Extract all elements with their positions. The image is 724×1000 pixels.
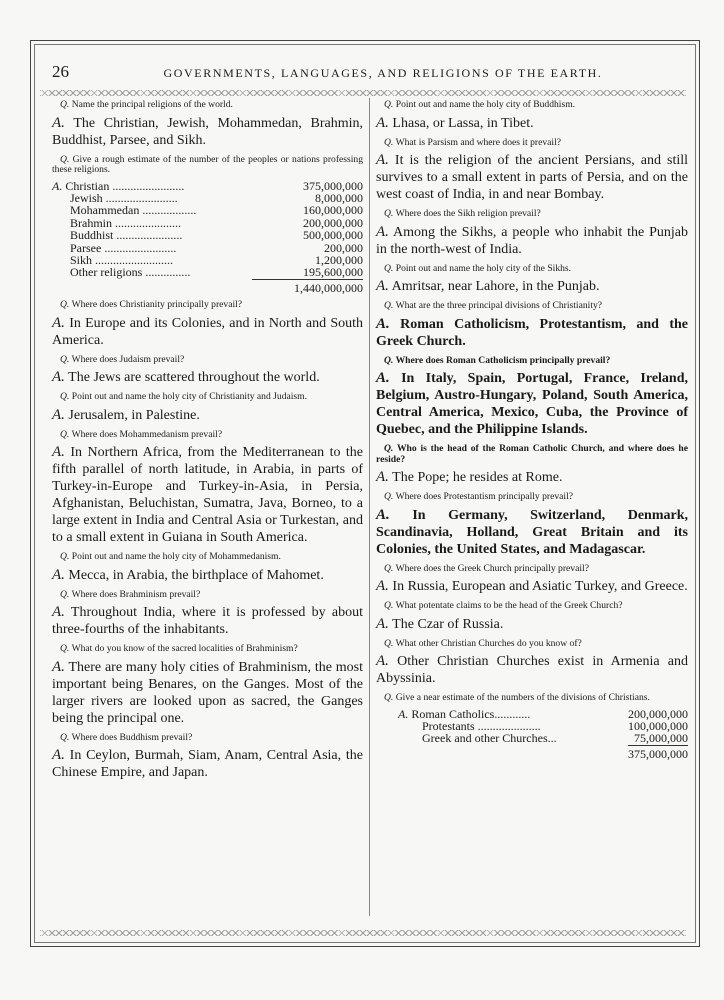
- religion-stats-table: [52, 180, 363, 295]
- question: Q. Give a rough estimate of the number of the peoples or nations professing these religions.: [52, 153, 364, 175]
- answer: A. Mecca, in Arabia, the birthplace of Mahomet.: [52, 566, 324, 583]
- left-column: [52, 100, 363, 787]
- question: Q. Where does Protestantism principally prevail?: [384, 491, 573, 502]
- answer: A. In Germany, Switzerland, Denmark, Scandinavia, Holland, Great Britain and its Colonies, the United States, and Madagascar.: [376, 506, 688, 557]
- answer: A. It is the religion of the ancient Persians, and still survives to a small extent in parts of Persia, and on the west coast of India, in and near Bombay.: [376, 152, 689, 202]
- question: Q. Where does Christianity principally prevail?: [60, 299, 243, 311]
- answer: A. Among the Sikhs, a people who inhabit the Punjab in the north-west of India.: [376, 223, 688, 257]
- answer: A. There are many holy cities of Brahminism, the most important being Benares, on the Ganges. Most of the larger rivers are looked upon as sacred, the Ganges being the principal one.: [52, 658, 364, 726]
- stats-row: Mohammedan .................. 160,000,000: [70, 203, 363, 218]
- answer: A. The Jews are scattered throughout the world.: [52, 369, 320, 386]
- stats-row: Sikh .......................... 1,200,000: [70, 252, 363, 267]
- question: Q. Where does the Greek Church principally prevail?: [384, 562, 589, 574]
- question: Q. What do you know of the sacred localities of Brahminism?: [60, 643, 298, 655]
- question: Q. Point out and name the holy city of Buddhism.: [384, 99, 576, 110]
- question: Q. Where does Buddhism prevail?: [60, 731, 193, 743]
- answer: A. In Ceylon, Burmah, Siam, Anam, Central Asia, the Chinese Empire, and Japan.: [52, 747, 363, 781]
- answer: A. Roman Catholicism, Protestantism, and the Greek Church.: [376, 315, 688, 349]
- answer: A. In Russia, European and Asiatic Turkey, and Greece.: [376, 578, 688, 594]
- question: Q. Where does Judaism prevail?: [60, 353, 185, 365]
- stats-row: A. Roman Catholics............ 200,000,000: [398, 706, 688, 721]
- question: Q. Where does the Sikh religion prevail?: [384, 208, 541, 219]
- stats-row: Buddhist ...................... 500,000,000: [70, 228, 363, 243]
- stats-row: Parsee ........................ 200,000: [70, 240, 363, 255]
- answer: A. In Europe and its Colonies, and in North and South America.: [52, 314, 364, 348]
- running-title: GOVERNMENTS, LANGUAGES, AND RELIGIONS OF THE EARTH.: [163, 66, 603, 80]
- answer: A. Lhasa, or Lassa, in Tibet.: [376, 114, 534, 131]
- christian-stats-table: [376, 708, 688, 761]
- question: Q. Where does Mohammedanism prevail?: [60, 428, 223, 440]
- answer: A. Amritsar, near Lahore, in the Punjab.: [376, 278, 600, 294]
- question: Q. Where does Brahminism prevail?: [60, 588, 201, 600]
- ornamental-rule-top: [40, 90, 686, 96]
- question: Q. Point out and name the holy city of Christianity and Judaism.: [60, 391, 308, 403]
- answer: A. The Pope; he resides at Rome.: [376, 469, 563, 485]
- question: Q. Point out and name the holy city of Mohammedanism.: [60, 551, 281, 563]
- answer: A. In Northern Africa, from the Mediterranean to the fifth parallel of north latitude, in Arabia, in parts of Turkey-in-Europe and Turkey-in-Asia, in Persia, Afghanistan, Beluchistan, Sumatra, Java, Borneo, to a large extent in India and Central Asia or Turkestan, and to a small extent in Guiana in South America.: [52, 444, 363, 546]
- question: Q. Where does Roman Catholicism principally prevail?: [384, 354, 611, 366]
- question: Q. What are the three principal divisions of Christianity?: [384, 300, 603, 311]
- stats-row: Other religions ............... 195,600,000: [70, 265, 363, 280]
- question: Q. Name the principal religions of the world.: [60, 99, 233, 110]
- ornamental-rule-bottom: [40, 930, 686, 936]
- answer: A. Jerusalem, in Palestine.: [52, 406, 200, 423]
- answer: A. The Czar of Russia.: [376, 615, 504, 632]
- question: Q. Give a near estimate of the numbers of the divisions of Christians.: [384, 692, 650, 703]
- question: Q. What is Parsism and where does it prevail?: [384, 136, 562, 148]
- question: Q. Who is the head of the Roman Catholic Church, and where does he reside?: [376, 443, 689, 465]
- answer: A. The Christian, Jewish, Mohammedan, Brahmin, Buddhist, Parsee, and Sikh.: [52, 114, 363, 148]
- answer: A. Other Christian Churches exist in Armenia and Abyssinia.: [376, 653, 689, 686]
- answer: A. In Italy, Spain, Portugal, France, Ireland, Belgium, Austro-Hungary, Poland, South America, Central America, Mexico, Cuba, the Province of Quebec, and the Philippine Islands.: [376, 370, 688, 437]
- stats-row: Jewish ........................ 8,000,000: [70, 190, 363, 205]
- page-header: [38, 58, 688, 88]
- column-divider: [369, 98, 370, 916]
- question: Q. Point out and name the holy city of the Sikhs.: [384, 262, 572, 274]
- question: Q. What other Christian Churches do you know of?: [384, 637, 582, 649]
- right-column: [376, 100, 688, 766]
- page-number: 26: [52, 62, 69, 81]
- stats-row: Brahmin ...................... 200,000,000: [70, 215, 363, 230]
- stats-row: Protestants ..................... 100,000,000: [422, 718, 688, 733]
- stats-total: 375,000,000: [628, 746, 688, 761]
- stats-row: Greek and other Churches... 75,000,000: [422, 731, 688, 746]
- answer: A. Throughout India, where it is professed by about three-fourths of the inhabitants.: [52, 604, 363, 638]
- stats-total: 1,440,000,000: [252, 279, 363, 294]
- stats-row: A. Christian ........................ 375,000,000: [52, 178, 363, 193]
- question: Q. What potentate claims to be the head of the Greek Church?: [384, 600, 623, 611]
